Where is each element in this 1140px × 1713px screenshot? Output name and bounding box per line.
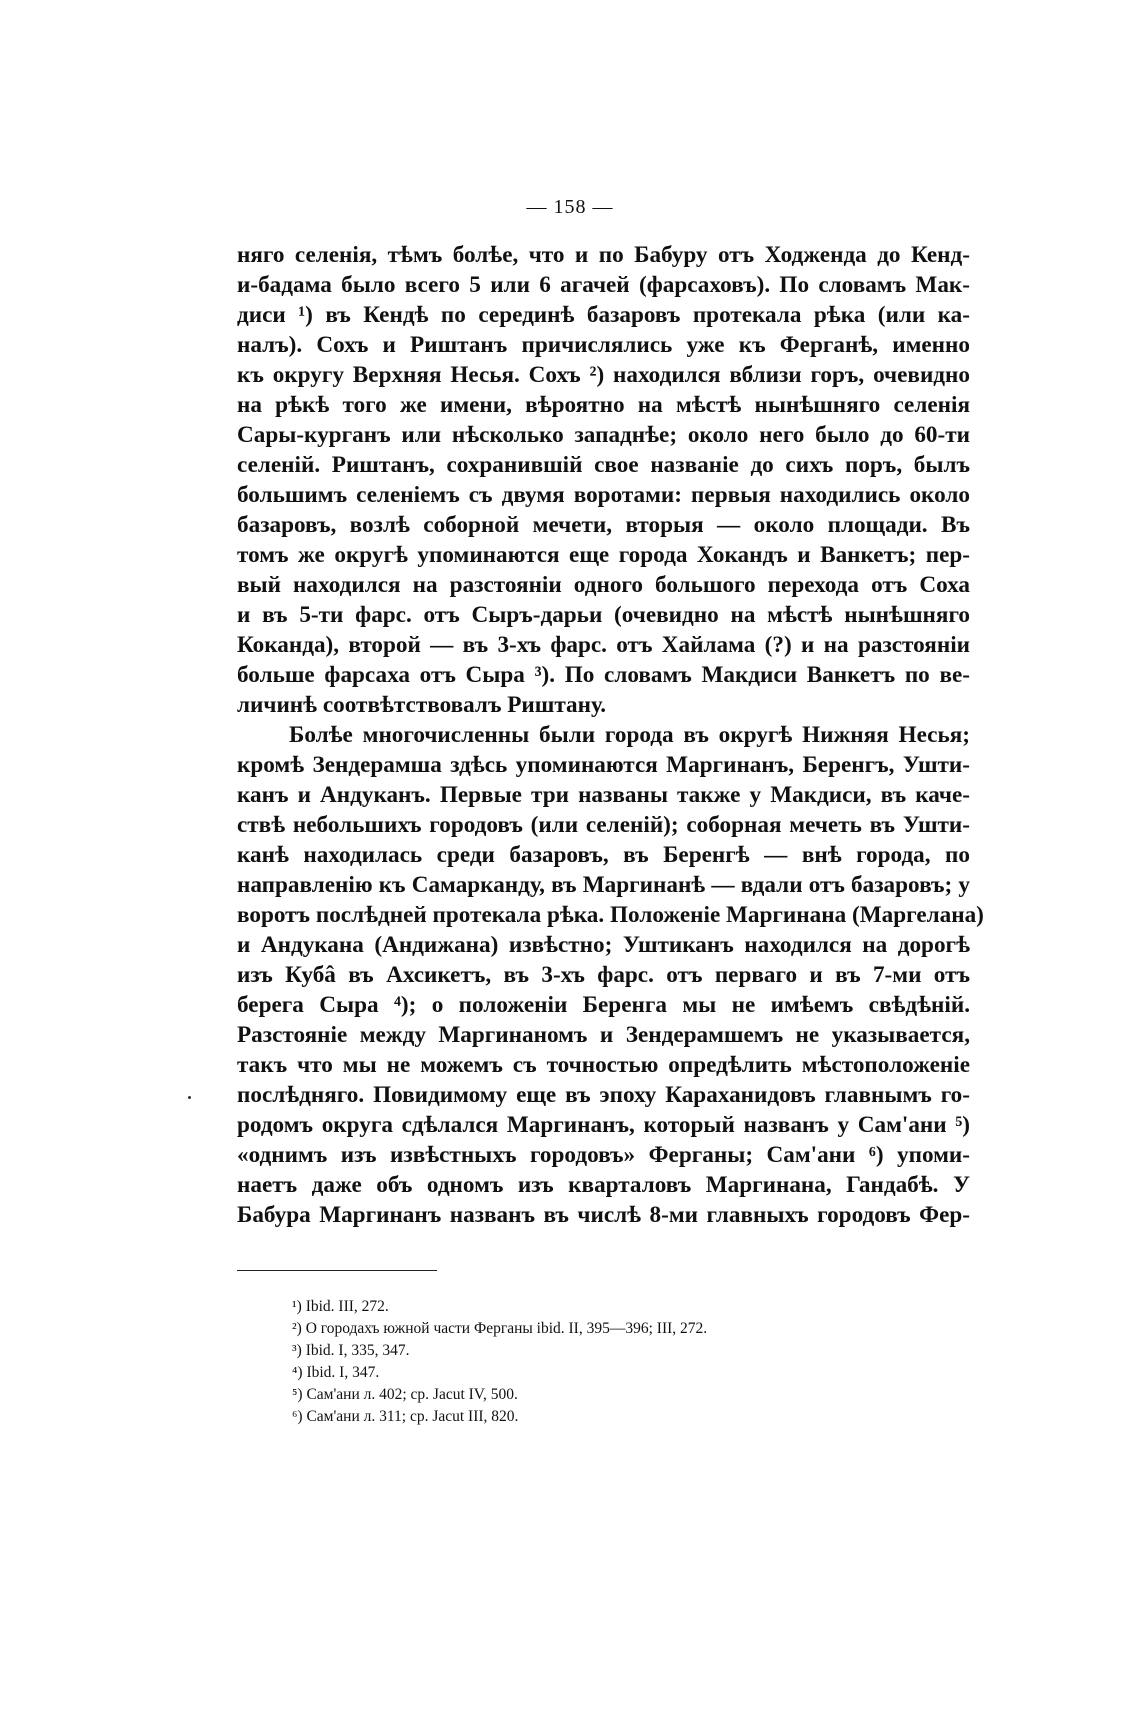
- footnotes: [292, 1296, 892, 1428]
- text-line: томъ же округѣ упоминаются еще города Хокандъ и Ванкетъ; пер-: [237, 542, 970, 568]
- footnote-text: Ibid. III, 272.: [305, 1298, 389, 1315]
- text-line: ствѣ небольшихъ городовъ (или селеній); соборная мечеть въ Ушти-: [237, 812, 970, 838]
- footnote-mark: ¹): [292, 1298, 302, 1315]
- footnote-text: О городахъ южной части Ферганы ibid. II, 395—396; III, 272.: [305, 1320, 708, 1337]
- text-line: базаровъ, возлѣ соборной мечети, вторыя — около площади. Въ: [237, 512, 970, 538]
- footnote-mark: ²): [292, 1320, 302, 1337]
- text-line: на рѣкѣ того же имени, вѣроятно на мѣстѣ нынѣшняго селенія: [237, 392, 970, 418]
- text-line: Болѣе многочисленны были города въ округѣ Нижняя Несья;: [289, 722, 970, 748]
- text-line: родомъ округа сдѣлался Маргинанъ, который названъ у Сам'ани ⁵): [237, 1112, 970, 1138]
- footnote: [292, 1406, 892, 1428]
- text-line: направленію къ Самарканду, въ Маргинанѣ — вдали отъ базаровъ; у: [237, 872, 970, 898]
- text-line: личинѣ соотвѣтствовалъ Риштану.: [237, 692, 607, 718]
- footnote: [292, 1340, 892, 1362]
- text-line: селеній. Риштанъ, сохранившій свое названіе до сихъ поръ, былъ: [237, 452, 970, 478]
- text-line: Бабура Маргинанъ названъ въ числѣ 8-ми главныхъ городовъ Фер-: [237, 1202, 970, 1228]
- text-line: «однимъ изъ извѣстныхъ городовъ» Ферганы; Сам'ани ⁶) упоми-: [237, 1142, 970, 1168]
- text-line: большимъ селеніемъ съ двумя воротами: первыя находились около: [237, 482, 970, 508]
- footnote-text: Сам'ани л. 311; ср. Jacut III, 820.: [306, 1408, 519, 1425]
- text-line: больше фарсаха отъ Сыра ³). По словамъ Макдиси Ванкетъ по ве-: [237, 662, 970, 688]
- footnote-mark: ⁶): [292, 1408, 303, 1425]
- text-line: вый находился на разстояніи одного большого перехода отъ Соха: [237, 572, 970, 598]
- page-number: — 158 —: [526, 196, 614, 218]
- footnote-mark: ³): [292, 1342, 302, 1359]
- footnote: [292, 1362, 892, 1384]
- footnote-text: Ibid. I, 335, 347.: [305, 1342, 410, 1359]
- text-line: Сары-курганъ или нѣсколько западнѣе; около него было до 60-ти: [237, 422, 970, 448]
- footnote-text: Сам'ани л. 402; ср. Jacut IV, 500.: [306, 1386, 518, 1403]
- text-line: кромѣ Зендерамша здѣсь упоминаются Маргинанъ, Беренгъ, Ушти-: [237, 752, 970, 778]
- text-line: изъ Кубâ въ Ахсикетъ, въ 3-хъ фарс. отъ перваго и въ 7-ми отъ: [237, 962, 970, 988]
- text-line: къ округу Верхняя Несья. Сохъ ²) находился вблизи горъ, очевидно: [237, 362, 970, 388]
- footnote-divider: [237, 1270, 437, 1271]
- text-line: няго селенія, тѣмъ болѣе, что и по Бабуру отъ Ходженда до Кенд-: [237, 242, 970, 268]
- text-line: наетъ даже объ одномъ изъ кварталовъ Маргинана, Гандабѣ. У: [237, 1172, 970, 1198]
- text-line: налъ). Сохъ и Риштанъ причислялись уже къ Ферганѣ, именно: [237, 332, 970, 358]
- text-line: такъ что мы не можемъ съ точностью опредѣлить мѣстоположеніе: [237, 1052, 970, 1078]
- body-text: [237, 240, 984, 1230]
- text-line: и-бадама было всего 5 или 6 агачей (фарсаховъ). По словамъ Мак-: [237, 272, 970, 298]
- text-line: диси ¹) въ Кендѣ по серединѣ базаровъ протекала рѣка (или ка-: [237, 302, 970, 328]
- footnote-mark: ⁵): [292, 1386, 303, 1403]
- text-line: канъ и Андуканъ. Первые три названы также у Макдиси, въ каче-: [237, 782, 970, 808]
- text-line: воротъ послѣдней протекала рѣка. Положеніе Маргинана (Маргелана): [237, 902, 984, 928]
- footnote: [292, 1318, 892, 1340]
- text-line: берега Сыра ⁴); о положеніи Беренга мы не имѣемъ свѣдѣній.: [237, 992, 970, 1018]
- text-line: Коканда), второй — въ 3-хъ фарс. отъ Хайлама (?) и на разстояніи: [237, 632, 970, 658]
- footnote: [292, 1384, 892, 1406]
- text-line: Разстояніе между Маргинаномъ и Зендерамшемъ не указывается,: [237, 1022, 970, 1048]
- footnote: [292, 1296, 892, 1318]
- footnote-mark: ⁴): [292, 1364, 303, 1381]
- footnote-text: Ibid. I, 347.: [306, 1364, 380, 1381]
- text-line: послѣдняго. Повидимому еще въ эпоху Караханидовъ главнымъ го-: [237, 1082, 970, 1108]
- scan-speck: [188, 1096, 191, 1099]
- text-line: и Андукана (Андижана) извѣстно; Уштиканъ находился на дорогѣ: [237, 932, 970, 958]
- text-line: и въ 5-ти фарс. отъ Сыръ-дарьи (очевидно на мѣстѣ нынѣшняго: [237, 602, 970, 628]
- text-line: канѣ находилась среди базаровъ, въ Беренгѣ — внѣ города, по: [237, 842, 970, 868]
